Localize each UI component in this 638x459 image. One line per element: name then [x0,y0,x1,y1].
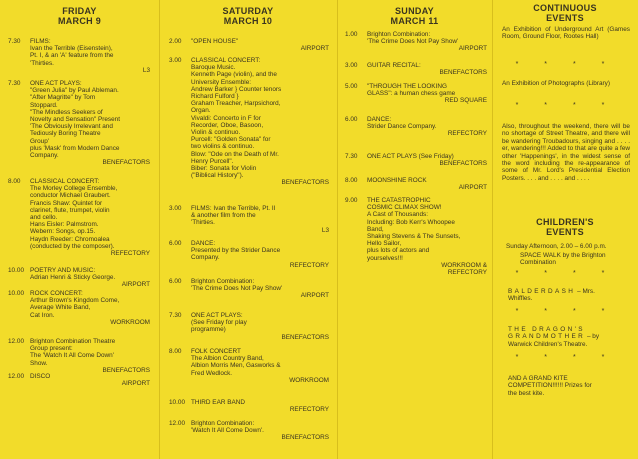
event-time: 3.00 [169,57,182,64]
event-time: 8.00 [169,348,182,355]
event-description: GUITAR RECITAL: [367,62,421,69]
sunday-header: SUNDAY MARCH 11 [390,6,439,26]
event-item [169,38,329,52]
balderdash-credit: – Mrs. Whiffles. [508,288,595,303]
star-divider: * * * * [515,102,617,109]
event-description: FILMS: Ivan the Terrible, Pt. II & another film from the 'Thirties. [191,205,276,227]
event-time: 6.00 [345,116,358,123]
event-time: 7.30 [8,80,21,87]
event-item [345,153,487,167]
event-time: 10.00 [169,399,185,406]
event-item [169,240,329,269]
event-description: "OPEN HOUSE" [191,38,239,45]
event-description: THIRD EAR BAND [191,399,245,406]
event-location: WORKROOM [289,376,329,384]
event-item [8,267,150,289]
event-item [345,197,487,276]
event-time: 3.00 [169,205,182,212]
event-time: 7.30 [169,312,182,319]
street-theatre-note: Also, throughout the weekend, there will be no shortage of Street Theatre, and there will be wandering Troubadours, singing and . . . . er, wandering!!! Added to that are quite a few other 'Happenings', in the widest sense of the word including the re-appearance of some of Mr. Lord's Presidential Election Posters. . . . and . . . . and . . . . [502,123,630,182]
event-location: AIRPORT [300,292,329,300]
event-location: WORKROOM & REFECTORY [441,261,487,277]
event-time: 7.30 [345,153,358,160]
event-location: BENEFACTORS [281,333,329,341]
event-time: 5.00 [345,83,358,90]
event-item [169,420,329,442]
children-time: Sunday Afternoon, 2.00 – 6.00 p.m. [506,243,607,250]
event-item [169,348,329,384]
event-location: BENEFACTORS [439,160,487,168]
event-location: L3 [321,226,329,234]
event-time: 10.00 [8,267,24,274]
event-location: WORKROOM [110,318,150,326]
balderdash-title: BALDERDASH [508,288,576,295]
space-walk: SPACE WALK by the Brighton Combination [520,252,606,267]
event-description: Brighton Combination Theatre Group present: The 'Watch It All Come Down' Show. [30,338,116,367]
event-item [8,290,150,326]
event-item [169,399,329,413]
event-time: 8.00 [8,178,21,185]
event-location: BENEFACTORS [281,179,329,187]
event-item [345,177,487,191]
dragons-credit: – by Warwick Children's Theatre. [508,333,600,348]
event-description: ONE ACT PLAYS: "Green Julia" by Paul Ableman. "After Magritte" by Tom Stoppard. "The Mindless Seekers of Novelty and Sensation" Present 'The Obviously Irrelevant and Tediously Boring Theatre Group' plus 'Mask' from Modern Dance Company. [30,80,121,160]
dragons-grandmother [508,326,634,348]
event-location: L3 [142,66,150,74]
kite-competition: AND A GRAND KITE COMPETITION!!!!!! Prizes for the best kite. [508,375,592,397]
event-location: REFECTORY [110,250,150,258]
event-item [8,373,150,387]
event-description: ONE ACT PLAYS (See Friday) [367,153,454,160]
event-description: FOLK CONCERT The Albion Country Band, Albion Morris Men, Gasworks & Fred Wedlock. [191,348,281,377]
balderdash [508,288,634,303]
saturday-column [159,0,337,459]
event-time: 6.00 [169,278,182,285]
saturday-header: SATURDAY MARCH 10 [222,6,274,26]
dragons-title: THE DRAGON'S GRANDMOTHER [508,326,586,341]
event-description: Brighton Combination: 'Watch It All Come Down'. [191,420,264,435]
sunday-column [337,0,492,459]
continuous-column [492,0,638,459]
event-location: BENEFACTORS [102,366,150,374]
event-location: AIRPORT [121,281,150,289]
event-location: AIRPORT [458,45,487,53]
event-location: REFECTORY [289,406,329,414]
event-item [8,338,150,374]
star-divider: * * * * [515,354,617,361]
event-location: REFECTORY [447,130,487,138]
event-location: AIRPORT [458,184,487,192]
event-description: DANCE: Strider Dance Company. [367,116,437,131]
event-location: BENEFACTORS [439,69,487,77]
event-description: POETRY AND MUSIC: Adrian Henri & Sticky George. [30,267,116,282]
event-location: RED SQUARE [444,97,487,105]
event-description: MOONSHINE ROCK [367,177,427,184]
event-description: Brighton Combination: 'The Crime Does Not Pay Show' [191,278,283,293]
friday-column [0,0,159,459]
event-time: 6.00 [169,240,182,247]
continuous-header: CONTINUOUS EVENTS [533,3,597,23]
event-location: REFECTORY [289,261,329,269]
event-location: AIRPORT [300,45,329,53]
event-time: 9.00 [345,197,358,204]
event-time: 3.00 [345,62,358,69]
event-description: CLASSICAL CONCERT: The Morley College Ensemble, conductor Michael Graubert. Francis Shaw: Quintet for clarinet, flute, trumpet, violin and cello. Hans Eisler: Palmstrom. Webern: Songs, op.15. Haydn Reeder: Chromoalea (conducted by the composer). [30,178,118,250]
event-description: DISCO [30,373,51,380]
event-item [345,62,487,76]
star-divider: * * * * [515,61,617,68]
event-time: 2.00 [169,38,182,45]
star-divider: * * * * [515,308,617,315]
event-location: BENEFACTORS [102,159,150,167]
star-divider: * * * * [515,270,617,277]
children-header: CHILDREN'S EVENTS [536,217,594,237]
event-item [169,312,329,341]
exhibition-underground-art: An Exhibition of Underground Art (Games Room, Ground Floor, Rootes Hall) [502,26,630,41]
event-item [345,31,487,53]
event-item [345,116,487,138]
event-time: 1.00 [345,31,358,38]
event-description: DANCE: Presented by the Strider Dance Company. [191,240,281,262]
event-time: 12.00 [169,420,185,427]
event-item [8,38,150,74]
event-item [169,205,329,234]
event-item [345,83,487,105]
event-time: 12.00 [8,373,24,380]
event-description: FILMS: Ivan the Terrible (Eisenstein), Pt. I, & an 'A' feature from the 'Thirties. [30,38,114,67]
event-item [8,80,150,166]
event-description: ROCK CONCERT: Arthur Brown's Kingdom Come, Average White Band, Cat Iron. [30,290,120,319]
event-time: 7.30 [8,38,21,45]
event-description: THE CATASTROPHIC COSMIC CLIMAX SHOW! A Cast of Thousands: Including: Bob Kerr's Whoopee Band, Shaking Stevens & The Sunsets, Hello Sailor, plus lots of actors and yourselves!!! [367,197,461,262]
event-item [8,178,150,257]
event-time: 8.00 [345,177,358,184]
event-item [169,57,329,187]
event-description: ONE ACT PLAYS: (See Friday for play programme) [191,312,247,334]
event-time: 12.00 [8,338,24,345]
event-description: CLASSICAL CONCERT: Baroque Music. Kenneth Page (violin), and the University Ensemble: Andrew Barker } Counter tenors Richard Fulford } Graham Treacher, Harpsichord, Organ. Vivaldi: Concerto in F for Recorder, Oboe, Basoon, Violin & continuo. Purcell: "Golden Sonata" for two violins & continuo. Blow: "Ode on the Death of Mr. Henry Purcell". Biber: Sonata for Violin ("Biblical History"). [191,57,282,180]
event-item [169,278,329,300]
event-time: 10.00 [8,290,24,297]
event-location: AIRPORT [121,380,150,388]
event-location: BENEFACTORS [281,434,329,442]
exhibition-photographs: An Exhibition of Photographs (Library) [502,80,610,87]
event-description: Brighton Combination: 'The Crime Does Not Pay Show' [367,31,459,46]
friday-header: FRIDAY MARCH 9 [57,6,102,26]
event-description: "THROUGH THE LOOKING GLASS": a human chess game [367,83,456,98]
